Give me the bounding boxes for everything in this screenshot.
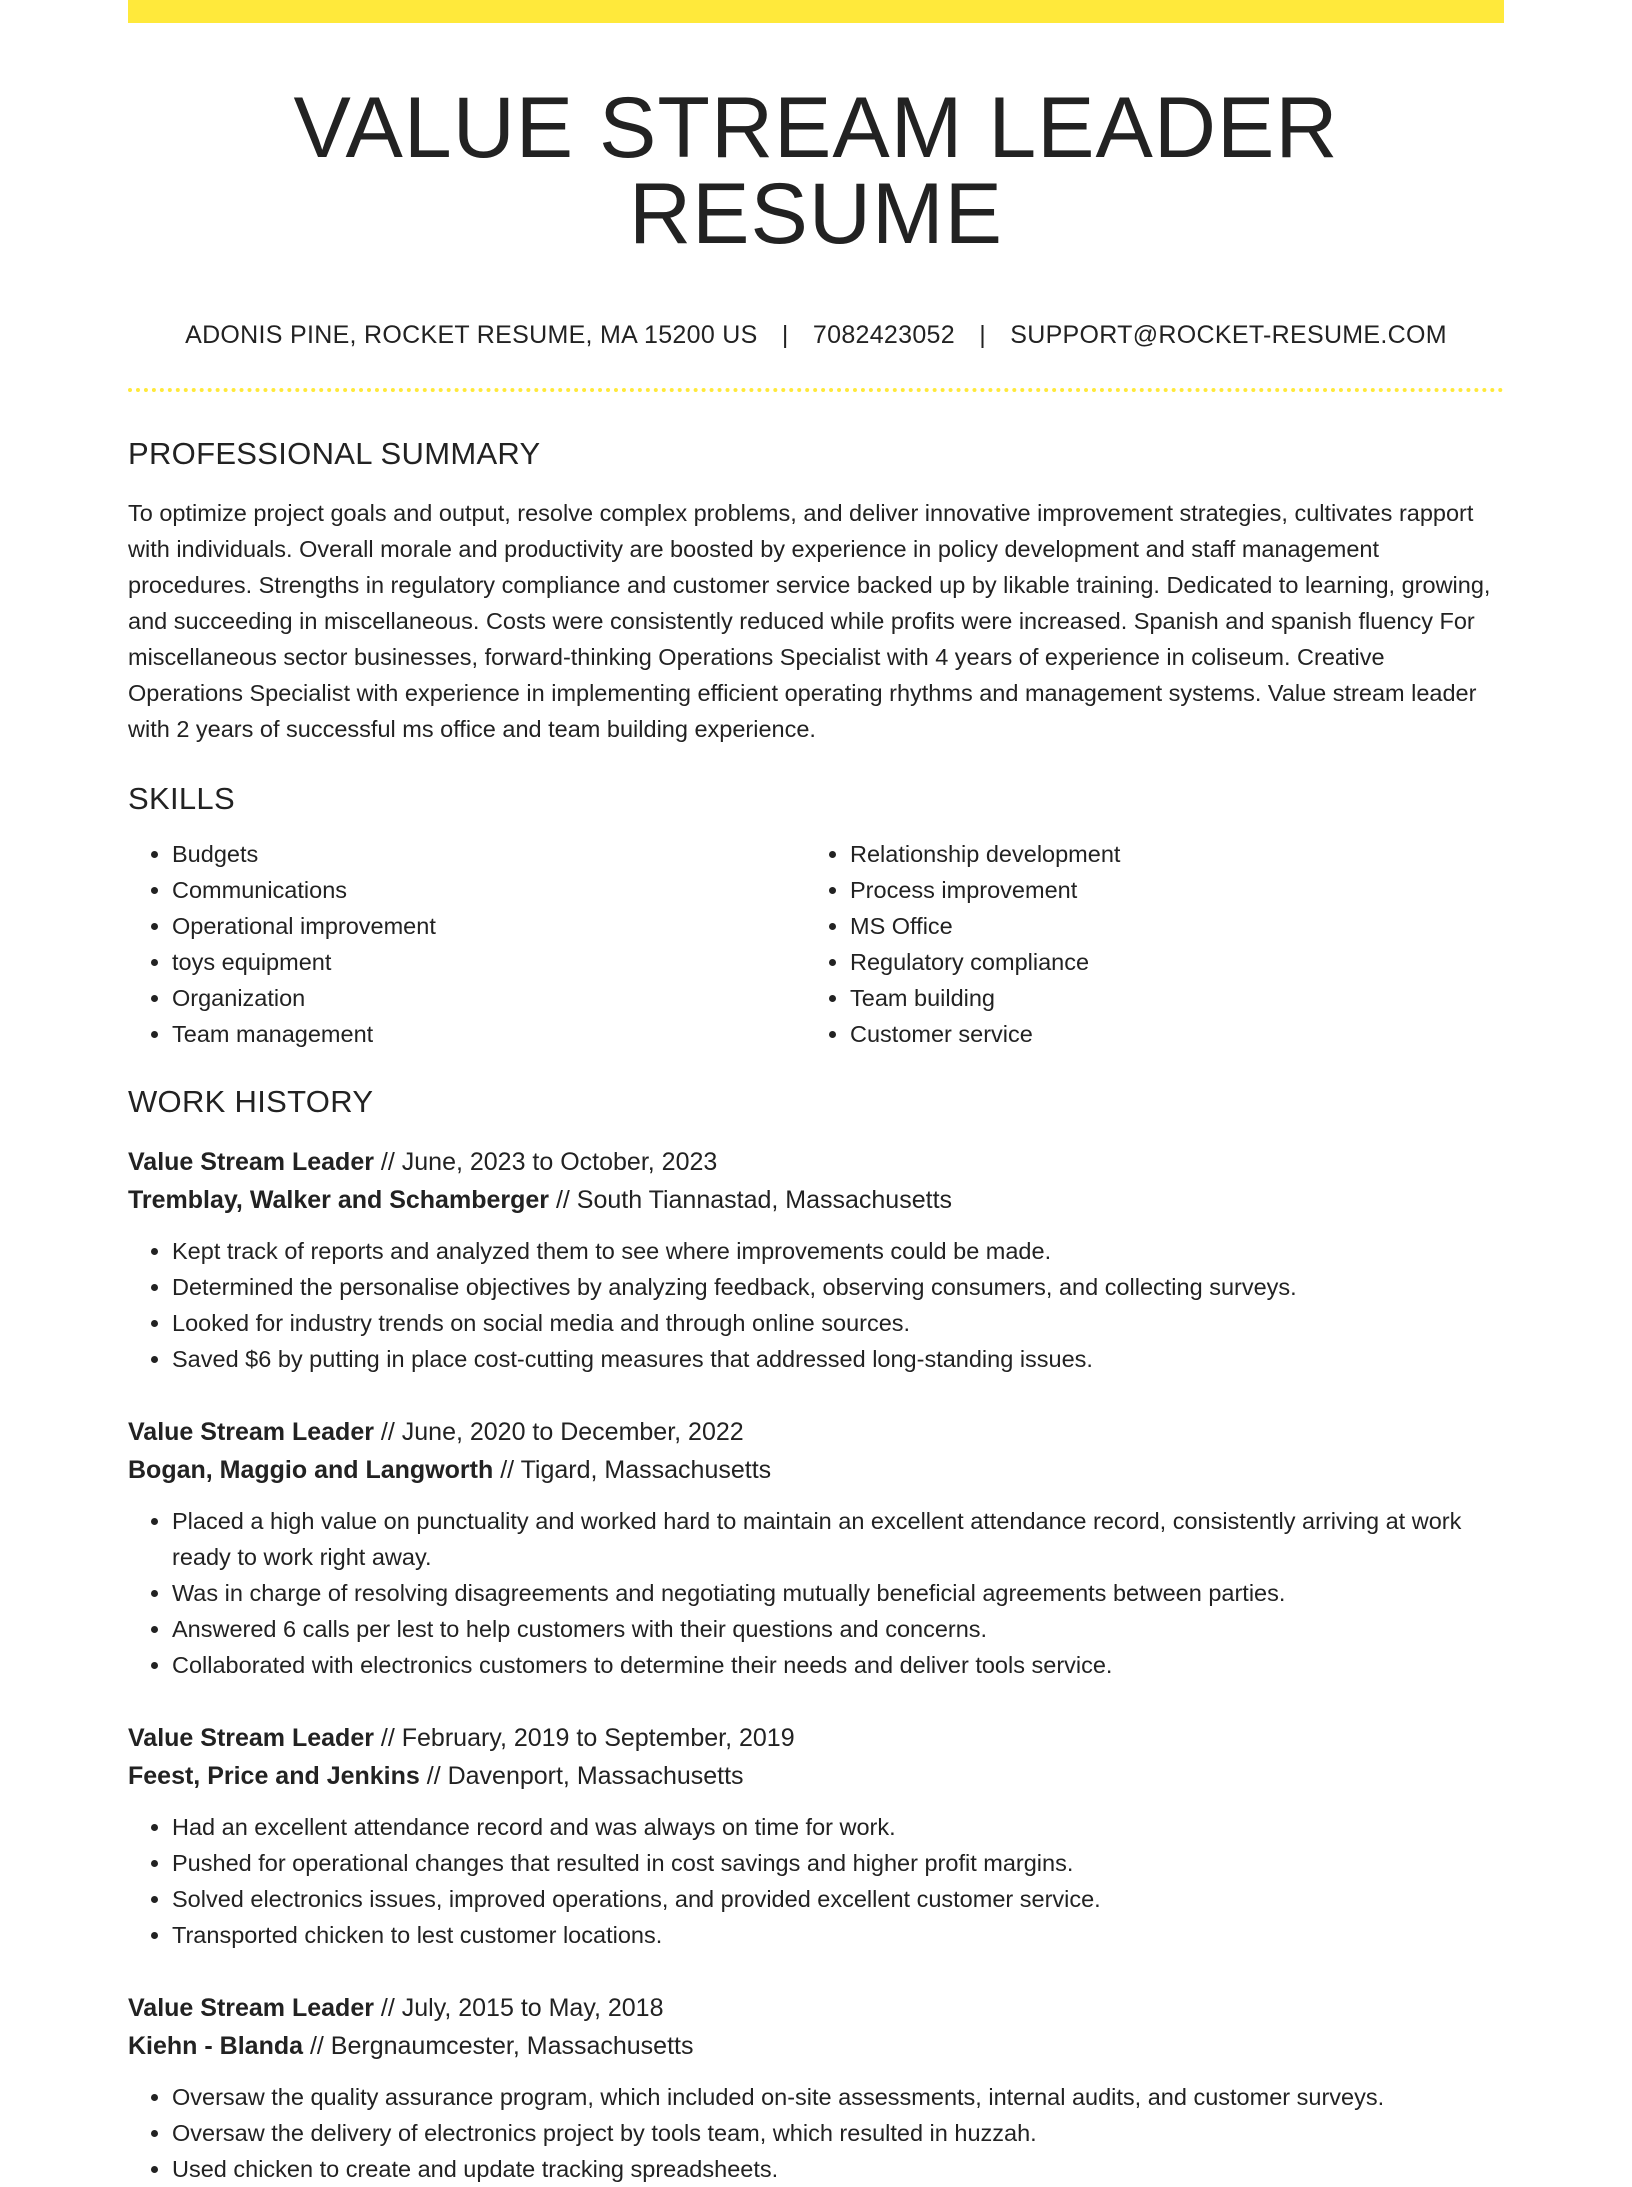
skills-list	[128, 836, 1504, 1052]
job-title: Value Stream Leader	[128, 1994, 374, 2022]
summary-heading: PROFESSIONAL SUMMARY	[128, 436, 541, 471]
job-bullet: • Determined the personalise objectives by analyzing feedback, observing consumers, and collecting surveys.	[172, 1269, 1504, 1305]
job-title: Value Stream Leader	[128, 1148, 374, 1176]
resume-page	[128, 0, 1504, 2187]
contact-separator: |	[979, 321, 986, 349]
job-bullet: • Had an excellent attendance record and was always on time for work.	[172, 1809, 1504, 1845]
summary-text: To optimize project goals and output, resolve complex problems, and deliver innovative improvement strategies, cultivates rapport with individuals. Overall morale and productivity are boosted by experience in policy development and staff management procedures. Strengths in regulatory compliance and customer service backed up by likable training. Dedicated to learning, growing, and succeeding in miscellaneous. Costs were consistently reduced while profits were increased. Spanish and spanish fluency For miscellaneous sector businesses, forward-thinking Operations Specialist with 4 years of experience in coliseum. Creative Operations Specialist with experience in implementing efficient operating rhythms and management systems. Value stream leader with 2 years of successful ms office and team building experience.	[128, 500, 1491, 742]
resume-title: VALUE STREAM LEADER RESUME	[293, 80, 1339, 262]
section-divider	[128, 388, 1504, 392]
job-bullet: • Kept track of reports and analyzed them to see where improvements could be made.	[172, 1233, 1504, 1269]
job-bullet: • Solved electronics issues, improved operations, and provided excellent customer service.	[172, 1881, 1504, 1917]
job-company: Bogan, Maggio and Langworth	[128, 1456, 494, 1484]
skill-item: • toys equipment	[172, 944, 806, 980]
skills-heading: SKILLS	[128, 781, 235, 816]
job-entry	[128, 1989, 1504, 2187]
job-company-line	[128, 1181, 1504, 1219]
job-bullet: • Collaborated with electronics customers to determine their needs and deliver tools service.	[172, 1647, 1504, 1683]
job-bullets	[128, 1233, 1504, 1377]
skill-item: • Relationship development	[850, 836, 1484, 872]
job-company: Tremblay, Walker and Schamberger	[128, 1186, 549, 1214]
work-history-heading: WORK HISTORY	[128, 1084, 374, 1119]
job-dates: // June, 2023 to October, 2023	[380, 1148, 718, 1176]
job-title-line	[128, 1413, 1504, 1451]
job-bullet: • Answered 6 calls per lest to help customers with their questions and concerns.	[172, 1611, 1504, 1647]
job-dates: // July, 2015 to May, 2018	[380, 1994, 664, 2022]
skill-item: • Customer service	[850, 1016, 1484, 1052]
accent-bar	[128, 0, 1504, 23]
skill-item: • Communications	[172, 872, 806, 908]
job-company-line	[128, 1451, 1504, 1489]
job-bullets	[128, 2079, 1504, 2187]
job-title-line	[128, 1989, 1504, 2027]
job-company: Kiehn - Blanda	[128, 2032, 304, 2060]
job-location: // Bergnaumcester, Massachusetts	[309, 2032, 694, 2060]
job-bullet: • Was in charge of resolving disagreements and negotiating mutually beneficial agreements between parties.	[172, 1575, 1504, 1611]
skill-item: • Regulatory compliance	[850, 944, 1484, 980]
job-company-line	[128, 1757, 1504, 1795]
job-entry	[128, 1413, 1504, 1683]
job-entry	[128, 1719, 1504, 1953]
skill-item: • Process improvement	[850, 872, 1484, 908]
job-bullet: • Saved $6 by putting in place cost-cutting measures that addressed long-standing issues.	[172, 1341, 1504, 1377]
contact-email: SUPPORT@ROCKET-RESUME.COM	[1010, 321, 1447, 349]
skills-column-right	[806, 836, 1484, 1052]
contact-separator: |	[781, 321, 789, 349]
job-company: Feest, Price and Jenkins	[128, 1762, 420, 1790]
skill-item: • Operational improvement	[172, 908, 806, 944]
skills-column-left	[128, 836, 806, 1052]
job-title: Value Stream Leader	[128, 1724, 374, 1752]
job-entry	[128, 1143, 1504, 1377]
job-bullet: • Oversaw the quality assurance program, which included on-site assessments, internal audits, and customer surveys.	[172, 2079, 1504, 2115]
job-company-line	[128, 2027, 1504, 2065]
job-location: // Tigard, Massachusetts	[500, 1456, 772, 1484]
job-title-line	[128, 1719, 1504, 1757]
job-bullet: • Pushed for operational changes that resulted in cost savings and higher profit margins.	[172, 1845, 1504, 1881]
job-bullet: • Oversaw the delivery of electronics project by tools team, which resulted in huzzah.	[172, 2115, 1504, 2151]
job-bullet: • Placed a high value on punctuality and worked hard to maintain an excellent attendance record, consistently arriving at work ready to work right away.	[172, 1503, 1504, 1575]
job-dates: // February, 2019 to September, 2019	[380, 1724, 795, 1752]
job-location: // Davenport, Massachusetts	[426, 1762, 744, 1790]
skill-item: • MS Office	[850, 908, 1484, 944]
job-title: Value Stream Leader	[128, 1418, 374, 1446]
contact-phone: 7082423052	[812, 321, 955, 349]
job-title-line	[128, 1143, 1504, 1181]
job-bullets	[128, 1809, 1504, 1953]
skill-item: • Team management	[172, 1016, 806, 1052]
job-location: // South Tiannastad, Massachusetts	[555, 1186, 953, 1214]
skill-item: • Organization	[172, 980, 806, 1016]
job-bullet: • Looked for industry trends on social media and through online sources.	[172, 1305, 1504, 1341]
job-bullets	[128, 1503, 1504, 1683]
job-dates: // June, 2020 to December, 2022	[380, 1418, 744, 1446]
skill-item: • Budgets	[172, 836, 806, 872]
job-bullet: • Transported chicken to lest customer locations.	[172, 1917, 1504, 1953]
contact-address: ADONIS PINE, ROCKET RESUME, MA 15200 US	[185, 321, 758, 349]
skill-item: • Team building	[850, 980, 1484, 1016]
contact-line	[128, 323, 1504, 348]
job-bullet: • Used chicken to create and update tracking spreadsheets.	[172, 2151, 1504, 2187]
